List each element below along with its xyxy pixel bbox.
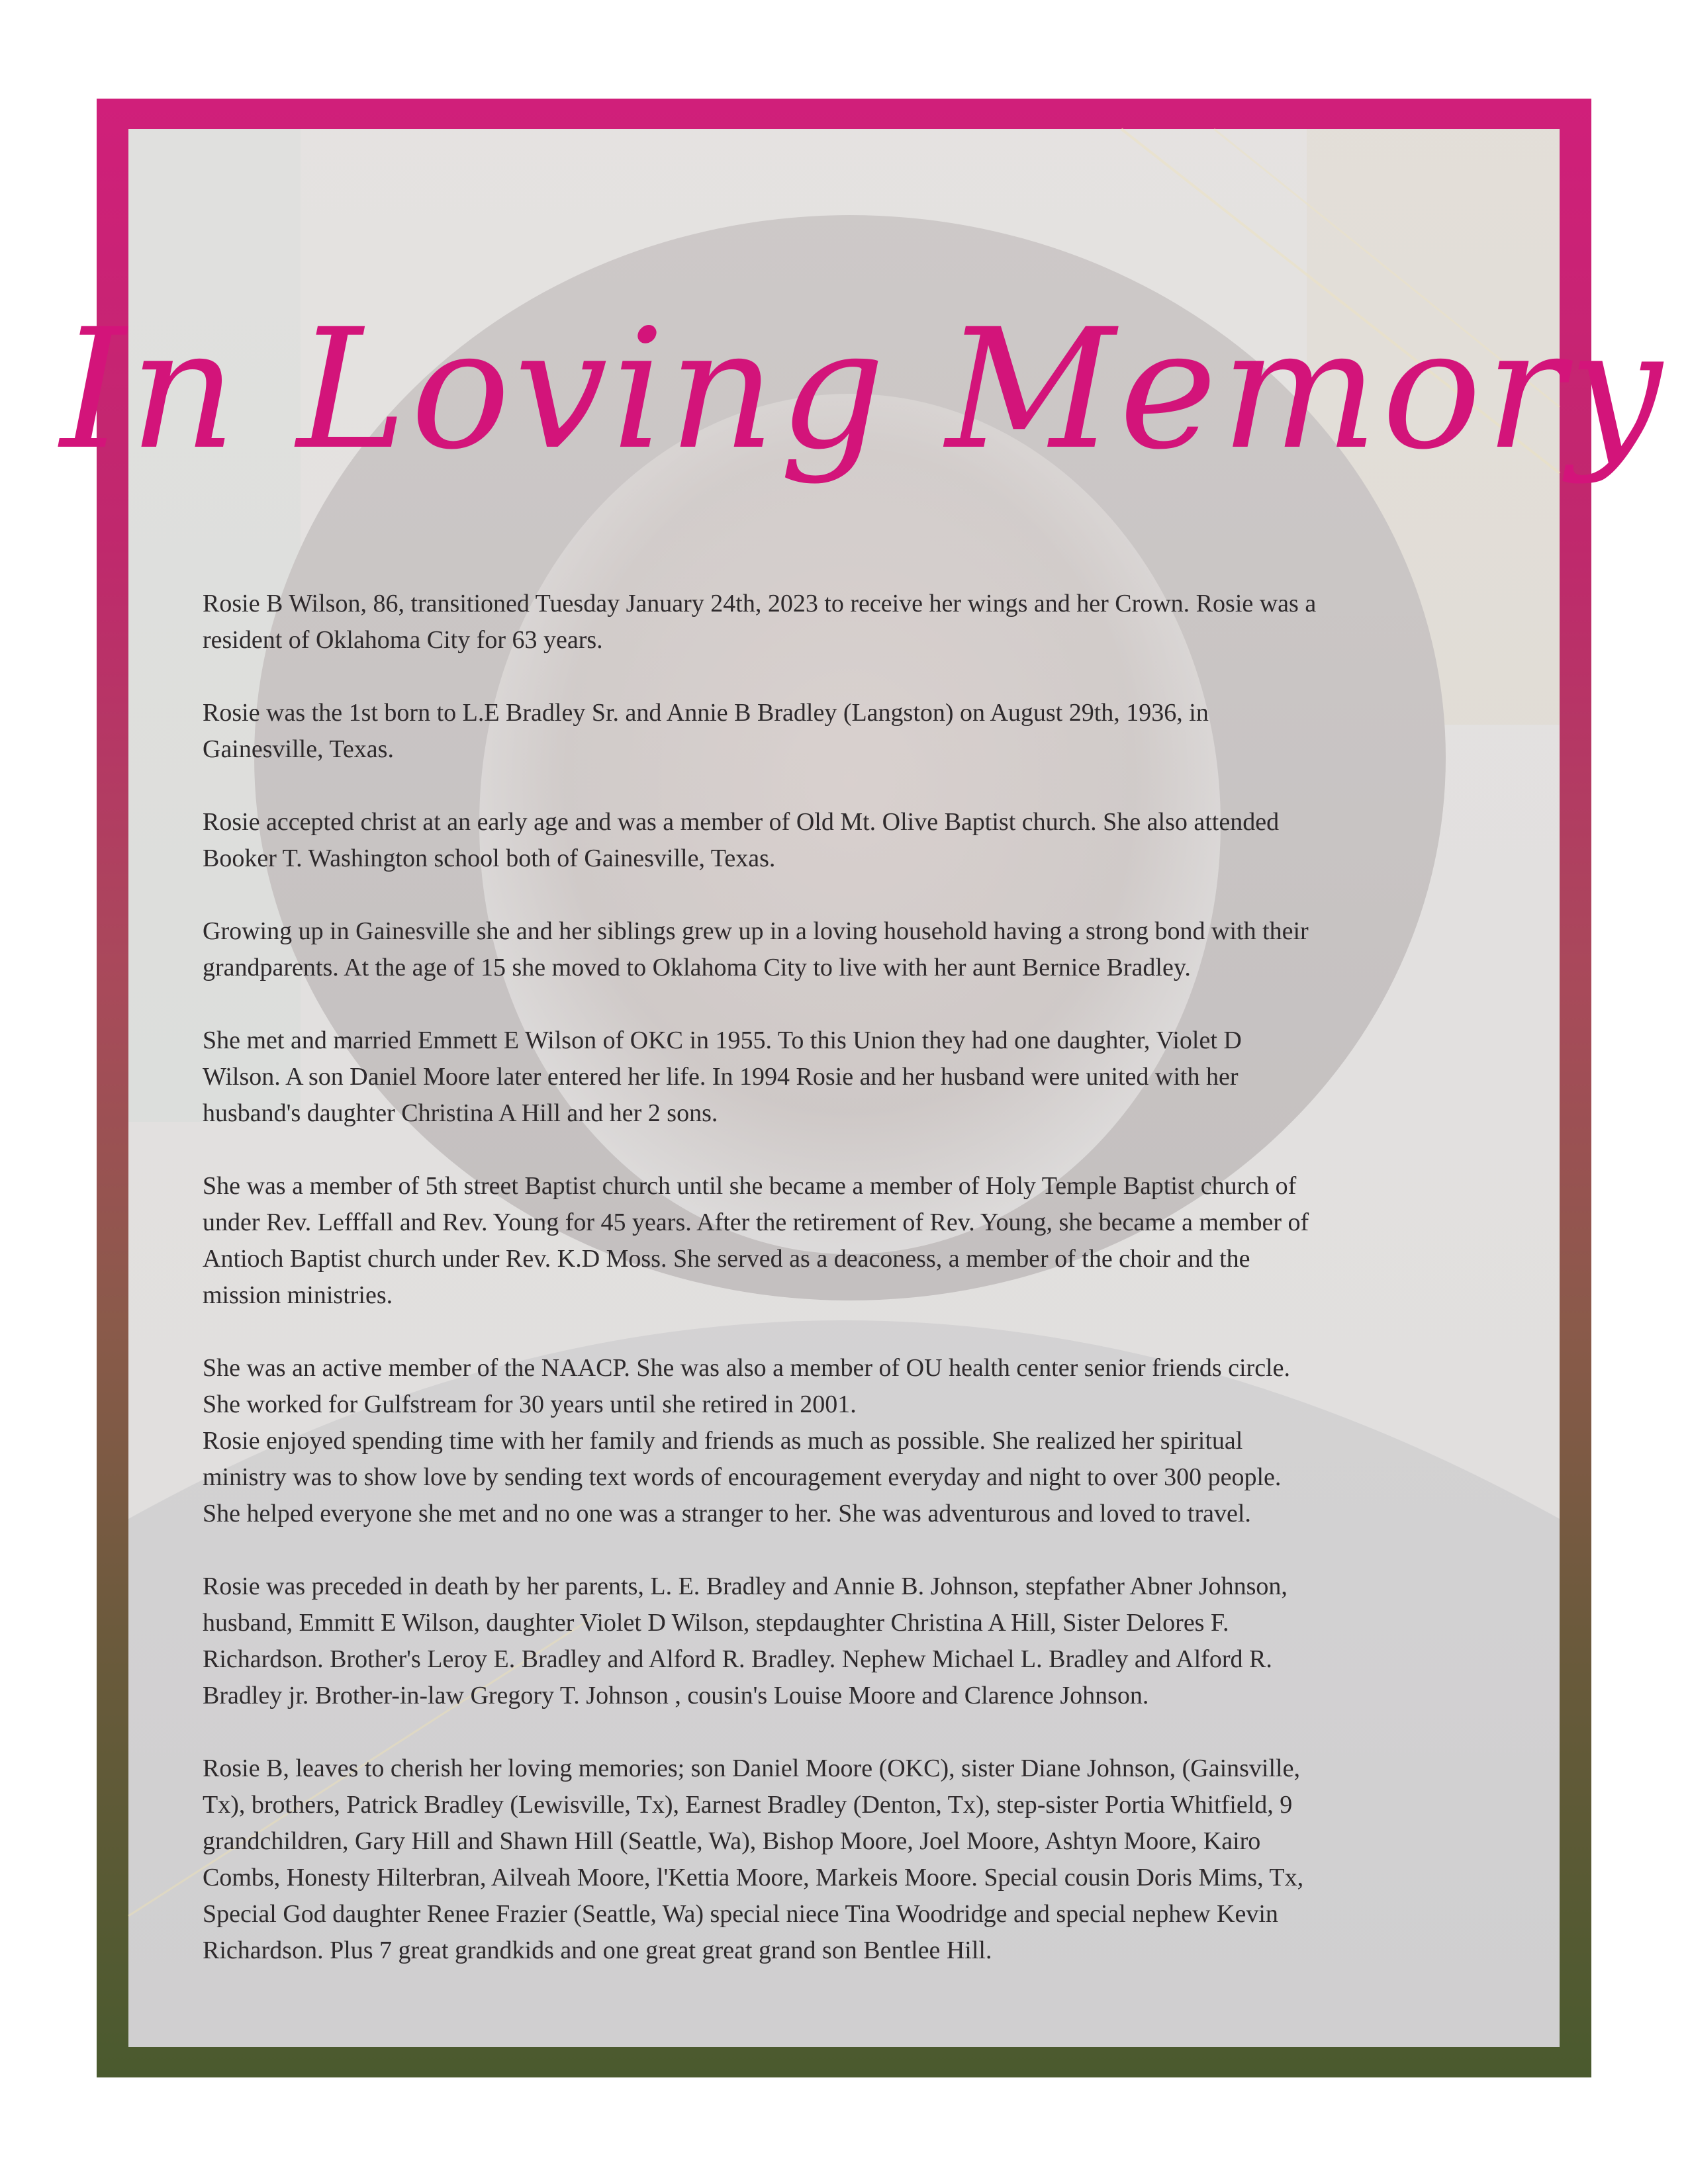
obituary-paragraph: Growing up in Gainesville she and her siblings grew up in a loving household having a strong bond with their grandparents. At the age of 15 she moved to Oklahoma City to live with her aunt Bernice Bradley.: [203, 917, 1309, 981]
obituary-paragraph: Rosie was the 1st born to L.E Bradley Sr. and Annie B Bradley (Langston) on August 29th, 1936, in Gainesville, Texas.: [203, 699, 1209, 763]
gradient-frame: [60, 99, 1666, 2077]
obituary-paragraph: Rosie B, leaves to cherish her loving memories; son Daniel Moore (OKC), sister Diane Johnson, (Gainsville, Tx), brothers, Patrick Bradley (Lewisville, Tx), Earnest Bradley (Denton, Tx), step-sister Portia Whitfield, 9 grandchildren, Gary Hill and Shawn Hill (Seattle, Wa), Bishop Moore, Joel Moore, Ashtyn Moore, Kairo Combs, Honesty Hilterbran, Ailveah Moore, l'Kettia Moore, Markeis Moore. Special cousin Doris Mims, Tx, Special God daughter Renee Frazier (Seattle, Wa) special niece Tina Woodridge and special nephew Kevin Richardson. Plus 7 great grandkids and one great great grand son Bentlee Hill.: [203, 1754, 1304, 1964]
obituary-paragraph: She was an active member of the NAACP. She was also a member of OU health center senior friends circle. She worked for Gulfstream for 30 years until she retired in 2001.: [203, 1354, 1290, 1418]
obituary-paragraph: Rosie enjoyed spending time with her family and friends as much as possible. She realized her spiritual ministry was to show love by sending text words of encouragement everyday and night to over 300 people. She helped everyone she met and no one was a stranger to her. She was adventurous and loved to travel.: [203, 1427, 1282, 1527]
obituary-paragraph: Rosie accepted christ at an early age and was a member of Old Mt. Olive Baptist church. She also attended Booker T. Washington school both of Gainesville, Texas.: [203, 808, 1280, 872]
obituary-paragraph: She was a member of 5th street Baptist church until she became a member of Holy Temple Baptist church of under Rev. Lefffall and Rev. Young for 45 years. After the retirement of Rev. Young, she became a member of Antioch Baptist church under Rev. K.D Moss. She served as a deaconess, a member of the choir and the mission ministries.: [203, 1172, 1309, 1309]
obituary-text: [203, 586, 1526, 2005]
obituary-paragraph: Rosie B Wilson, 86, transitioned Tuesday January 24th, 2023 to receive her wings and her Crown. Rosie was a resident of Oklahoma City for 63 years.: [203, 590, 1317, 654]
photo-panel: [60, 129, 1666, 2047]
obituary-paragraph: Rosie was preceded in death by her parents, L. E. Bradley and Annie B. Johnson, stepfather Abner Johnson, husband, Emmitt E Wilson, daughter Violet D Wilson, stepdaughter Christina A Hill, Sister Delores F. Richardson. Brother's Leroy E. Bradley and Alford R. Bradley. Nephew Michael L. Bradley and Alford R. Bradley jr. Brother-in-law Gregory T. Johnson , cousin's Louise Moore and Clarence Johnson.: [203, 1572, 1288, 1709]
page-title: In Loving Memory: [60, 293, 1666, 486]
obituary-paragraph: She met and married Emmett E Wilson of OKC in 1955. To this Union they had one daughter, Violet D Wilson. A son Daniel Moore later entered her life. In 1994 Rosie and her husband were united with her husband's daughter Christina A Hill and her 2 sons.: [203, 1026, 1242, 1127]
title-banner: [60, 281, 1666, 559]
